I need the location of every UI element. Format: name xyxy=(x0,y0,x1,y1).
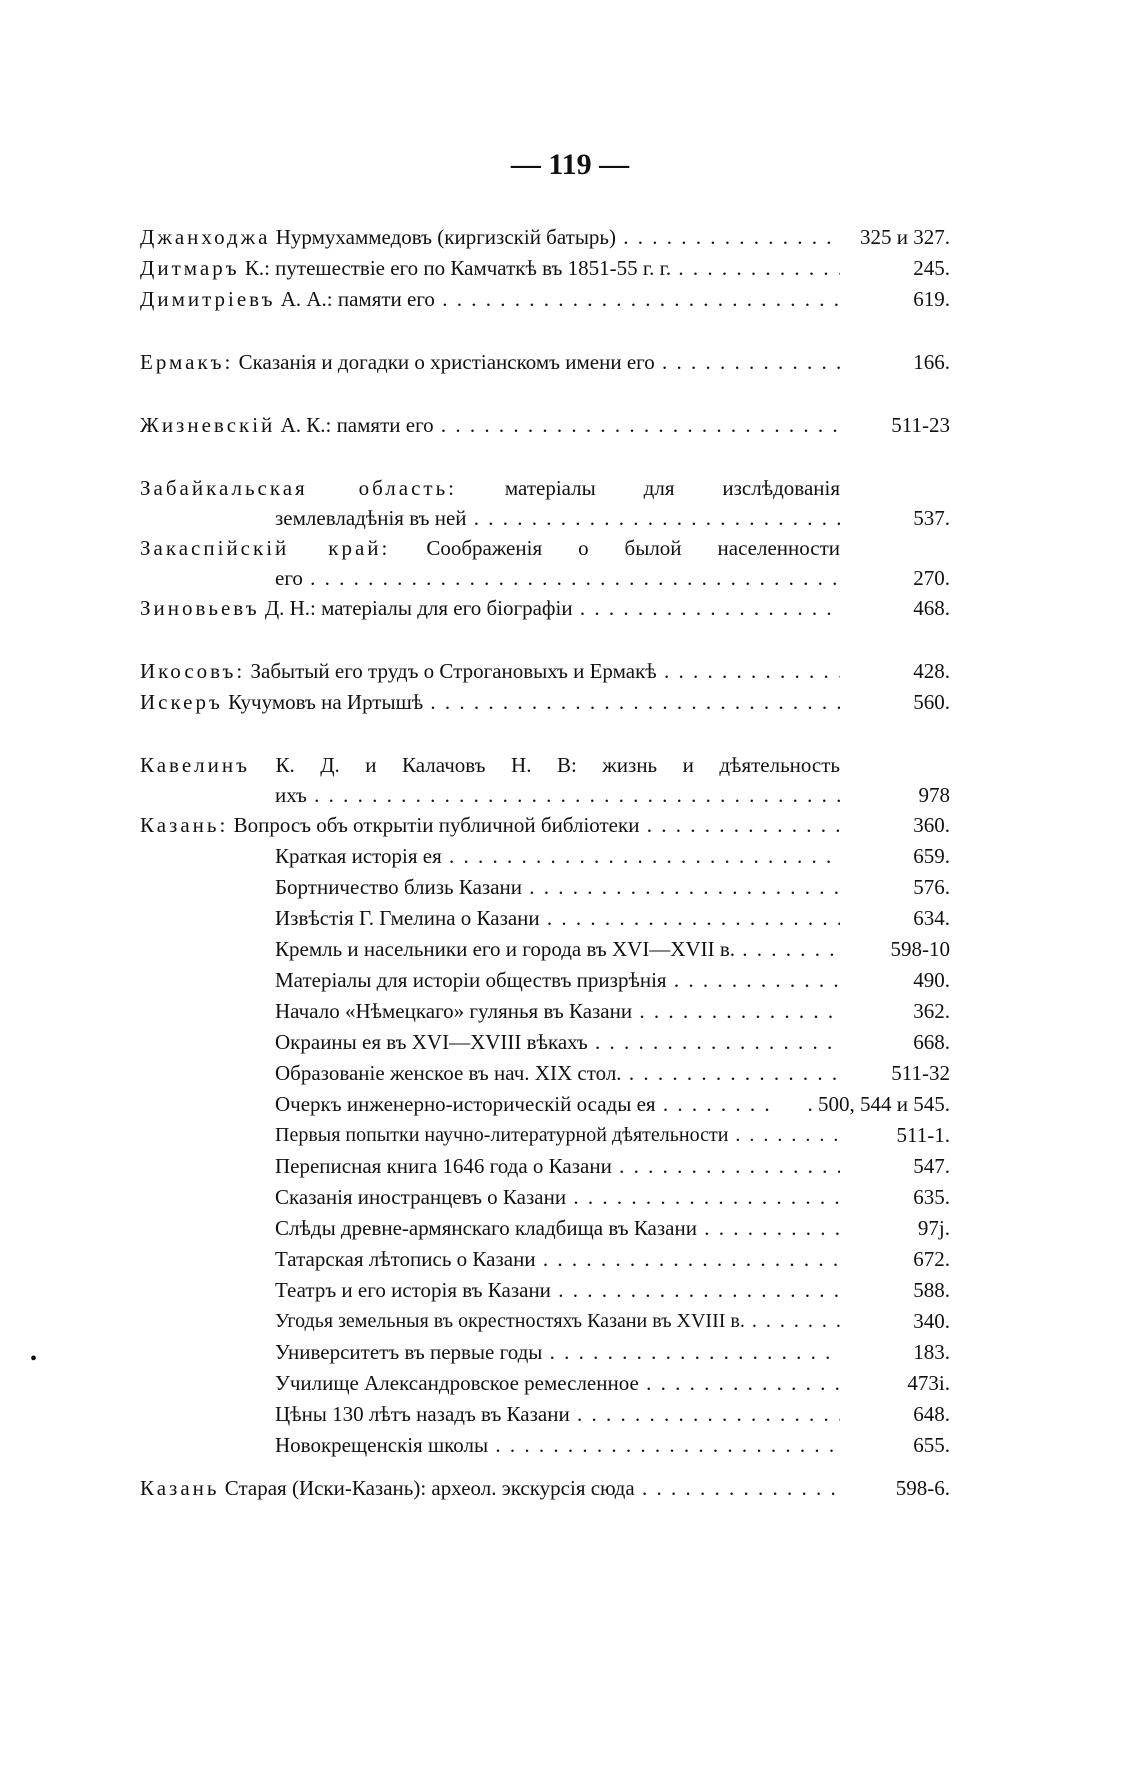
subentry-text: Татарская лѣтопись о Казани xyxy=(275,1247,536,1271)
entry-page: 635. xyxy=(913,1185,950,1209)
entry-text: Старая (Иски-Казань): археол. экскурсія сюда xyxy=(224,1476,635,1500)
subentry-text: Цѣны 130 лѣтъ назадъ въ Казани xyxy=(275,1402,570,1426)
entry-head: Дитмаръ xyxy=(140,256,240,280)
entry-page: 340. xyxy=(913,1309,950,1333)
entry-text: К. Д. и Калачовъ Н. В: жизнь и дѣятельность xyxy=(275,753,840,777)
entry-text: А. К.: памяти его xyxy=(280,413,434,437)
entry-page: 245. xyxy=(913,256,950,280)
index-subentry xyxy=(140,1244,950,1275)
entry-page: 428. xyxy=(913,659,950,683)
entry-text: Д. Н.: матеріалы для его біографіи xyxy=(264,596,573,620)
entry-head: Ермакъ: xyxy=(140,350,234,374)
entry-text: Сказанія и догадки о христіанскомъ имени его xyxy=(238,350,655,374)
subentry-text: Сказанія иностранцевъ о Казани xyxy=(275,1185,567,1209)
index-subentry xyxy=(140,1058,950,1089)
entry-page: 668. xyxy=(913,1030,950,1054)
entry-page: 978 xyxy=(918,783,950,807)
entry-page: 468. xyxy=(913,596,950,620)
index-subentry xyxy=(140,1368,950,1399)
entry-page: 511-32 xyxy=(891,1061,950,1085)
entry-page: 619. xyxy=(913,287,950,311)
subentry-text: Извѣстія Г. Гмелина о Казани xyxy=(275,906,540,930)
entry-page: 473i. xyxy=(907,1371,950,1395)
entry-page: 362. xyxy=(913,999,950,1023)
subentry-text: Слѣды древне-армянскаго кладбища въ Казани xyxy=(275,1216,697,1240)
entry-page: 511-23 xyxy=(891,413,950,437)
entry-page: 560. xyxy=(913,690,950,714)
entry-page: 659. xyxy=(913,844,950,868)
subentry-text: Окраины ея въ XVI—XVIII вѣкахъ xyxy=(275,1030,588,1054)
subentry-text: Университетъ въ первые годы xyxy=(275,1340,543,1364)
index-subentry xyxy=(140,841,950,872)
entry-continuation: землевладѣнія въ ней xyxy=(275,506,467,530)
entry-page: 655. xyxy=(913,1433,950,1457)
entry-head: Джанходжа xyxy=(140,225,271,249)
entry-page: 598-6. xyxy=(895,1476,950,1500)
index-subentry xyxy=(140,1027,950,1058)
entry-page: 270. xyxy=(913,566,950,590)
index-subentry xyxy=(140,1275,950,1306)
index-entry xyxy=(140,810,950,841)
index-entry xyxy=(140,750,950,810)
page-number: — 119 — xyxy=(510,148,630,181)
index-subentry xyxy=(140,903,950,934)
entry-head: Казань: xyxy=(140,813,229,837)
index-entry xyxy=(140,533,950,593)
subentry-text: Бортничество близь Казани xyxy=(275,875,523,899)
stray-mark: • xyxy=(30,1348,38,1370)
entry-page: 588. xyxy=(913,1278,950,1302)
entry-continuation: ихъ xyxy=(275,783,307,807)
entry-head: Забайкальская область: xyxy=(140,476,457,500)
index-subentry xyxy=(140,1182,950,1213)
entry-text: Вопросъ объ открытіи публичной библіотеки xyxy=(233,813,640,837)
subentry-text: Театръ и его исторія въ Казани xyxy=(275,1278,551,1302)
entry-head: Искеръ xyxy=(140,690,223,714)
entry-head: Жизневскій xyxy=(140,413,276,437)
entry-page: 360. xyxy=(913,813,950,837)
entry-continuation: его xyxy=(275,566,303,590)
index-subentry xyxy=(140,1213,950,1244)
entry-head: Зиновьевъ xyxy=(140,596,260,620)
index-entry xyxy=(140,410,950,441)
entry-page: 511-1. xyxy=(896,1123,950,1147)
entry-text: Соображенія о былой населенности xyxy=(426,536,841,560)
entry-head: Казань xyxy=(140,1476,220,1500)
subentry-text: Образованіе женское въ нач. XIX стол. xyxy=(275,1061,622,1085)
index-subentry xyxy=(140,872,950,903)
entry-page: 634. xyxy=(913,906,950,930)
index-entry xyxy=(140,473,950,533)
subentry-text: Краткая исторія ея xyxy=(275,844,442,868)
index-entry xyxy=(140,222,950,253)
index-list xyxy=(140,222,950,1504)
index-entry xyxy=(140,1473,950,1504)
index-subentry xyxy=(140,1306,950,1337)
subentry-text: Новокрещенскія школы xyxy=(275,1433,489,1457)
entry-page: 97j. xyxy=(917,1216,950,1240)
subentry-text: Кремль и насельники его и города въ XVI—XVII в. xyxy=(275,937,736,961)
entry-page: 672. xyxy=(913,1247,950,1271)
index-subentry xyxy=(140,1151,950,1182)
entry-page: 576. xyxy=(913,875,950,899)
index-subentry xyxy=(140,1337,950,1368)
entry-page: 166. xyxy=(913,350,950,374)
entry-text: Нурмухаммедовъ (киргизскій батырь) xyxy=(275,225,617,249)
entry-head: Димитріевъ xyxy=(140,287,276,311)
index-subentry xyxy=(140,1430,950,1461)
subentry-text: Переписная книга 1646 года о Казани xyxy=(275,1154,612,1178)
index-subentry xyxy=(140,965,950,996)
entry-page: . 500, 544 и 545. xyxy=(807,1092,950,1116)
subentry-text: Очеркъ инженерно-историческій осады ея xyxy=(275,1092,656,1116)
subentry-text: Первыя попытки научно-литературной дѣятельности xyxy=(275,1124,729,1146)
index-entry xyxy=(140,347,950,378)
index-subentry xyxy=(140,996,950,1027)
index-subentry xyxy=(140,1089,950,1120)
index-entry xyxy=(140,593,950,624)
subentry-text: Училище Александровское ремесленное xyxy=(275,1371,639,1395)
index-subentry xyxy=(140,934,950,965)
entry-text: Забытый его трудъ о Строгановыхъ и Ермакѣ xyxy=(250,659,657,683)
index-entry xyxy=(140,656,950,687)
entry-head: Кавелинъ xyxy=(140,753,250,777)
subentry-text: Угодья земельныя въ окрестностяхъ Казани въ XVIII в. xyxy=(275,1310,745,1332)
entry-head: Икосовъ: xyxy=(140,659,246,683)
entry-page: 547. xyxy=(913,1154,950,1178)
entry-head: Закаспійскій край: xyxy=(140,536,391,560)
index-entry xyxy=(140,284,950,315)
entry-page: 598-10 xyxy=(890,937,950,961)
index-subentry xyxy=(140,1120,950,1151)
index-subentry xyxy=(140,1399,950,1430)
entry-page: 183. xyxy=(913,1340,950,1364)
entry-text: Кучумовъ на Иртышѣ xyxy=(228,690,424,714)
subentry-text: Начало «Нѣмецкаго» гулянья въ Казани xyxy=(275,999,633,1023)
entry-text: А. А.: памяти его xyxy=(280,287,435,311)
entry-page: 325 и 327. xyxy=(860,225,950,249)
entry-text: К.: путешествіе его по Камчаткѣ въ 1851-55 г. г. xyxy=(244,256,672,280)
entry-page: 537. xyxy=(913,506,950,530)
index-entry xyxy=(140,253,950,284)
index-entry xyxy=(140,687,950,718)
entry-text: матеріалы для изслѣдованія xyxy=(504,476,840,500)
entry-page: 648. xyxy=(913,1402,950,1426)
entry-page: 490. xyxy=(913,968,950,992)
subentry-text: Матеріалы для исторіи обществъ призрѣнія xyxy=(275,968,667,992)
